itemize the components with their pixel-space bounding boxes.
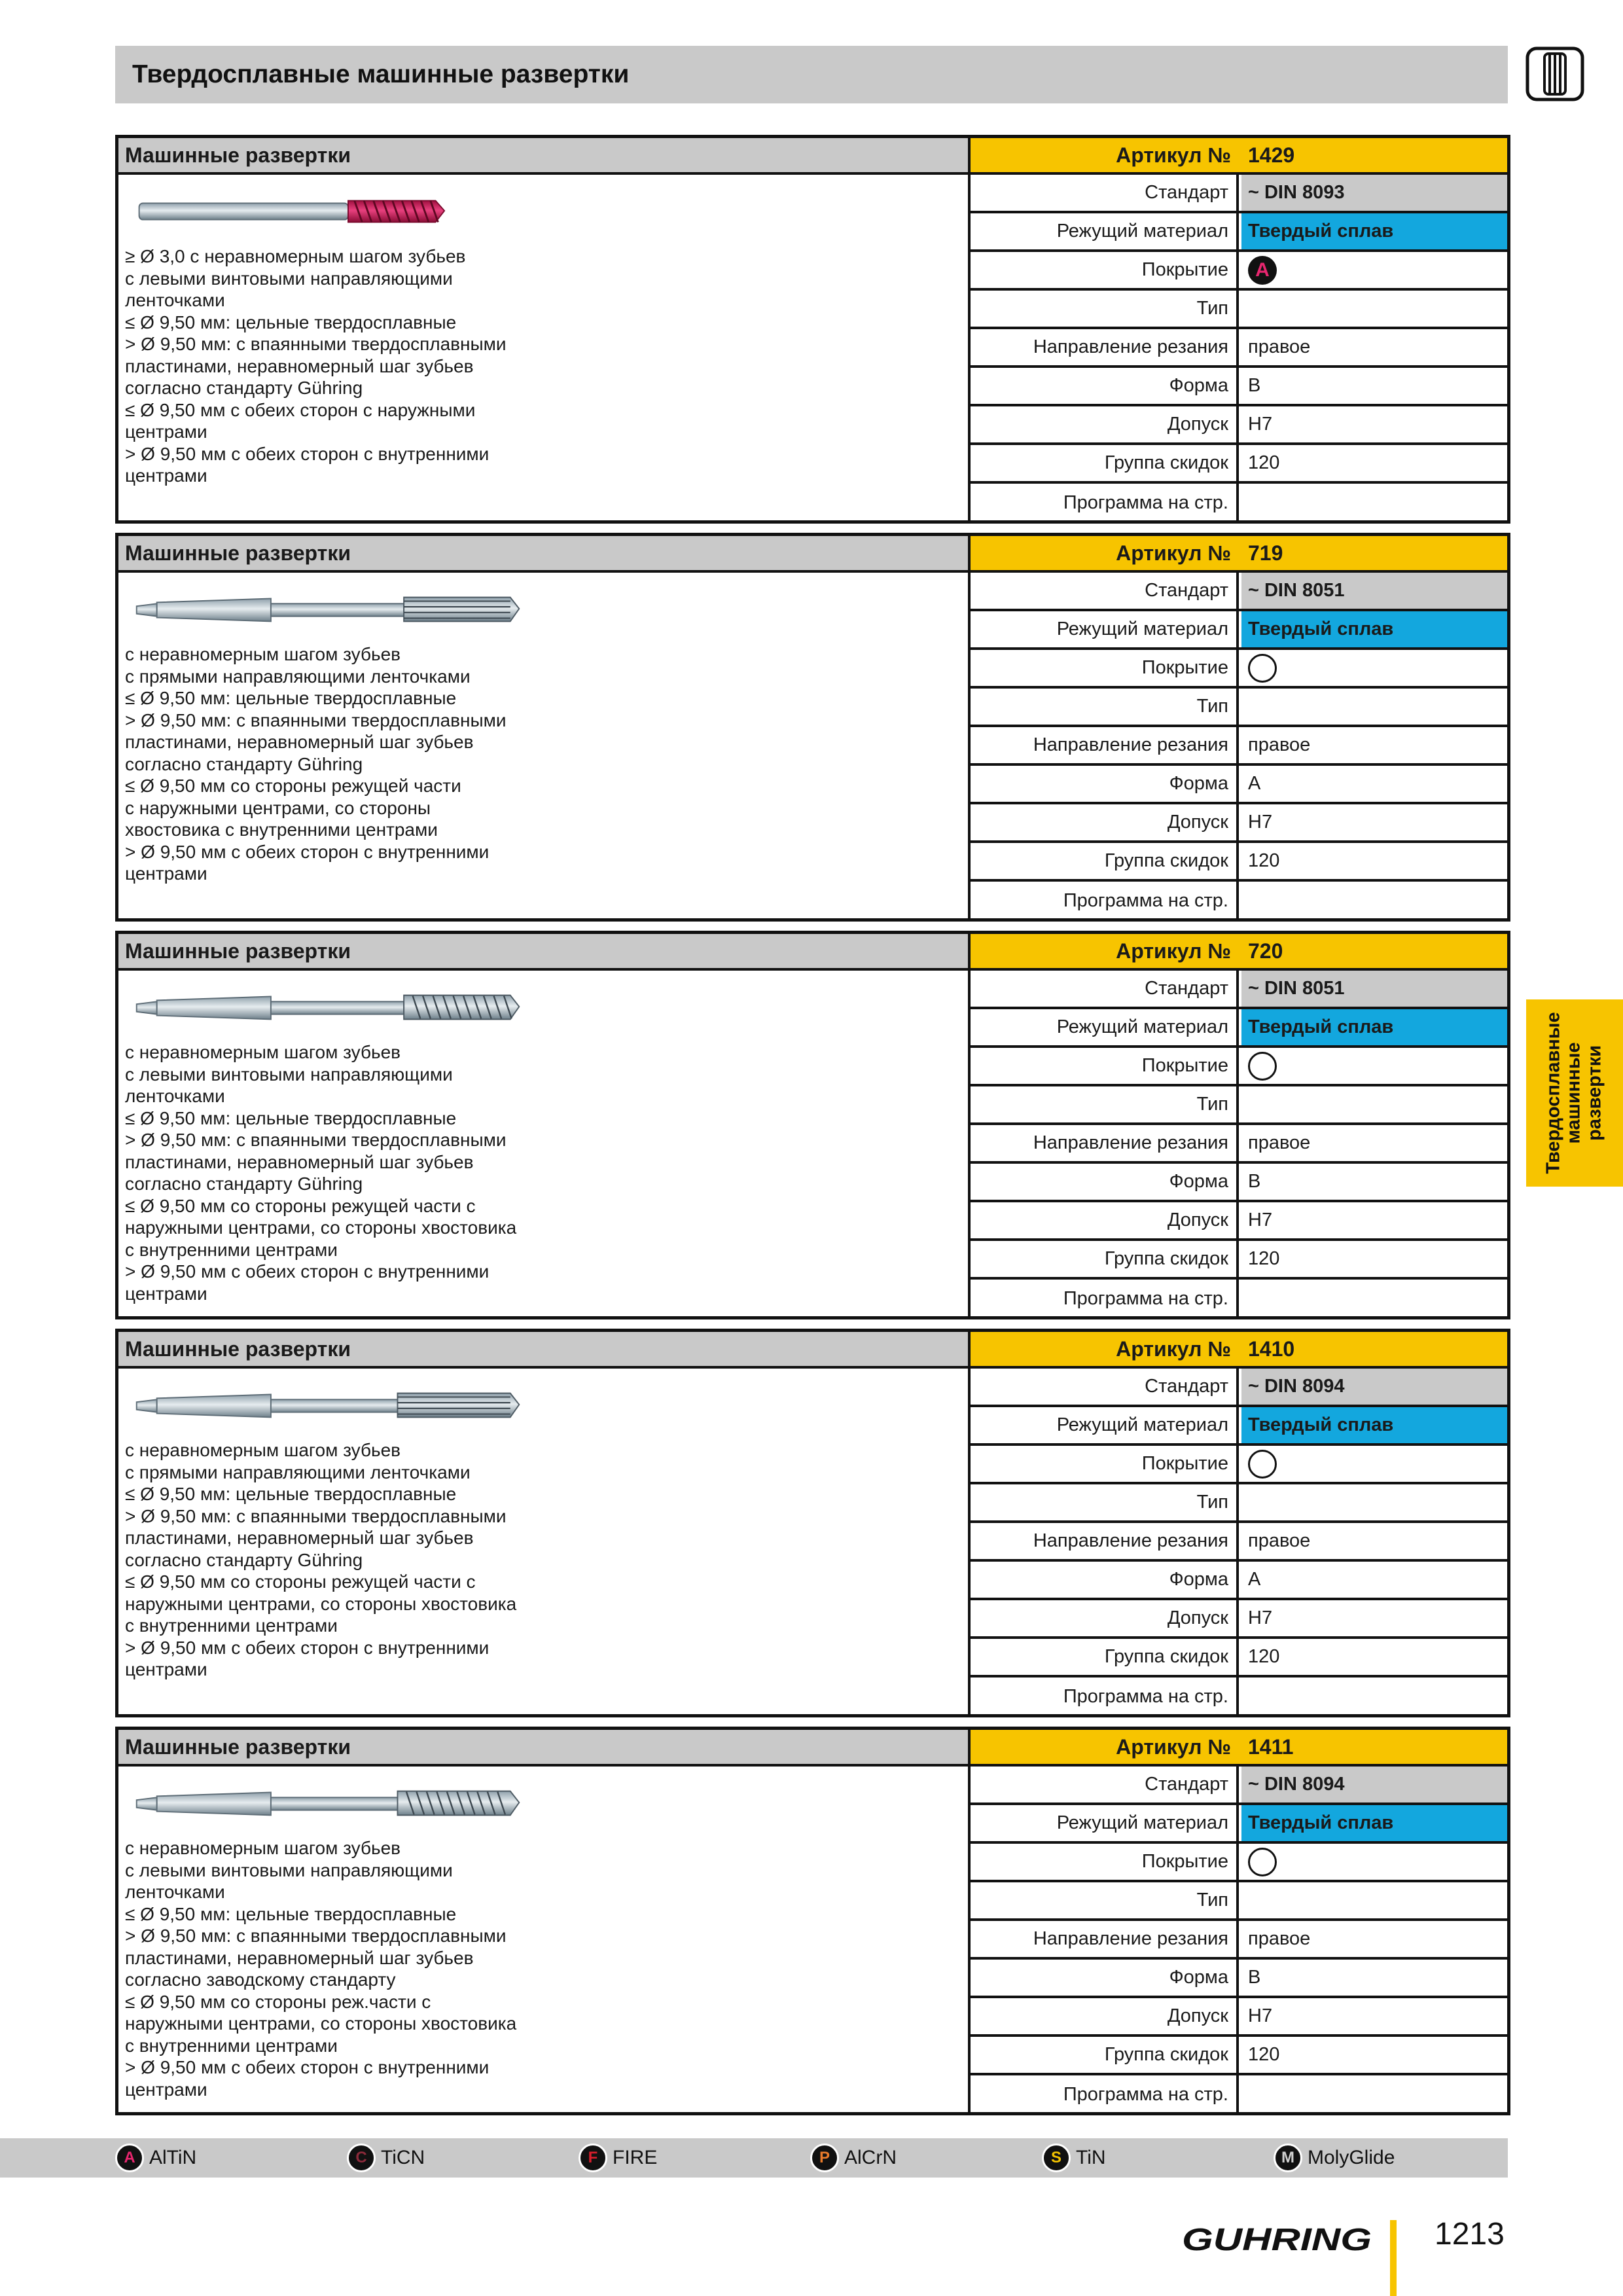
direction-value: правое: [1248, 734, 1311, 755]
type-row: [971, 1882, 1507, 1921]
type-label: Тип: [971, 1882, 1239, 1918]
article-header: [971, 1332, 1507, 1369]
material-value: Твердый сплав: [1248, 1016, 1394, 1037]
direction-row: [971, 1523, 1507, 1562]
program-page-label: Программа на стр.: [971, 1280, 1239, 1318]
product-description: с неравномерным шагом зубьев с прямыми направляющими ленточками ≤ Ø 9,50 мм: цельные твердосплавные > Ø 9,50 мм: с впаянными твердосплавными пластинами, неравномерный шаг зубьев согласно стандарту Gühring ≤ Ø 9,50 мм со стороны режущей части с наружными центрами, со стороны хвостовика с внутренними центрами > Ø 9,50 мм с обеих сторон с внутренними центрами: [125, 644, 507, 884]
discount-group-value: 120: [1248, 452, 1280, 473]
tolerance-value: H7: [1248, 1210, 1273, 1230]
program-page-cell: [1241, 1280, 1507, 1318]
article-label: Артикул №: [1116, 143, 1231, 167]
legend-item-alcrn: [810, 2138, 897, 2178]
type-cell: [1241, 291, 1507, 327]
type-cell: [1241, 689, 1507, 725]
discount-group-row: [971, 1639, 1507, 1677]
coating-legend: [0, 2138, 1508, 2178]
direction-label: Направление резания: [971, 1523, 1239, 1559]
coating-label: Покрытие: [971, 650, 1239, 686]
product-card: [115, 533, 1510, 922]
form-label: Форма: [971, 1960, 1239, 1996]
no-coating-icon: [1248, 1450, 1277, 1479]
coating-letter: A: [1255, 259, 1270, 281]
tolerance-value: H7: [1248, 2005, 1273, 2026]
legend-icon-letter: P: [819, 2149, 830, 2166]
coating-label: Покрытие: [971, 1844, 1239, 1880]
material-label: Режущий материал: [971, 1009, 1239, 1045]
discount-group-cell: [1241, 2037, 1507, 2073]
standard-row: [971, 1767, 1507, 1805]
legend-icon-letter: F: [588, 2149, 598, 2166]
direction-value: правое: [1248, 336, 1311, 357]
legend-label: TiCN: [381, 2147, 425, 2168]
direction-row: [971, 1125, 1507, 1164]
standard-cell: [1241, 175, 1507, 211]
product-description-panel: [118, 1767, 971, 2112]
coating-cell: [1241, 1446, 1507, 1482]
product-card: [115, 1727, 1510, 2115]
card-header: [118, 1332, 971, 1369]
discount-group-row: [971, 843, 1507, 882]
tolerance-cell: [1241, 804, 1507, 840]
no-coating-icon: [1248, 1848, 1277, 1876]
product-card: [115, 931, 1510, 1319]
type-label: Тип: [971, 1484, 1239, 1520]
tolerance-row: [971, 1600, 1507, 1639]
material-label: Режущий материал: [971, 1407, 1239, 1443]
coating-row: [971, 650, 1507, 689]
direction-cell: [1241, 1921, 1507, 1957]
product-description: с неравномерным шагом зубьев с левыми винтовыми направляющими ленточками ≤ Ø 9,50 мм: цельные твердосплавные > Ø 9,50 мм: с впаянными твердосплавными пластинами, неравномерный шаг зубьев согласно стандарту Gühring ≤ Ø 9,50 мм со стороны режущей части с наружными центрами, со стороны хвостовика с внутренними центрами > Ø 9,50 мм с обеих сторон с внутренними центрами: [125, 1042, 517, 1304]
card-header: [118, 536, 971, 573]
article-number: 1411: [1248, 1734, 1294, 1759]
form-row: [971, 1164, 1507, 1202]
article-label: Артикул №: [1116, 939, 1231, 963]
reamer-image: [125, 590, 531, 629]
article-label: Артикул №: [1116, 1336, 1231, 1361]
legend-label: MolyGlide: [1308, 2147, 1395, 2168]
standard-value: ~ DIN 8094: [1248, 1376, 1345, 1397]
direction-row: [971, 1921, 1507, 1960]
form-label: Форма: [971, 766, 1239, 802]
article-number: 1410: [1248, 1336, 1295, 1361]
discount-group-label: Группа скидок: [971, 2037, 1239, 2073]
section-side-tab-label: Твердосплавные машинные развертки: [1543, 1012, 1605, 1174]
standard-label: Стандарт: [971, 1369, 1239, 1405]
program-page-row: [971, 1280, 1507, 1318]
tolerance-cell: [1241, 1600, 1507, 1636]
type-cell: [1241, 1484, 1507, 1520]
material-row: [971, 1407, 1507, 1446]
tolerance-row: [971, 1998, 1507, 2037]
card-header-title: Машинные развертки: [125, 939, 351, 963]
material-value: Твердый сплав: [1248, 1414, 1394, 1435]
coating-label: Покрытие: [971, 252, 1239, 288]
standard-cell: [1241, 1369, 1507, 1405]
tolerance-cell: [1241, 1998, 1507, 2034]
legend-icon-letter: C: [355, 2149, 367, 2166]
molyglide-coating-icon: [1274, 2144, 1302, 2172]
form-row: [971, 368, 1507, 406]
direction-value: правое: [1248, 1132, 1311, 1153]
card-header: [118, 934, 971, 971]
form-cell: [1241, 368, 1507, 404]
legend-label: AlCrN: [844, 2147, 897, 2168]
material-row: [971, 213, 1507, 252]
direction-value: правое: [1248, 1928, 1311, 1949]
guhring-logo-text: GUHRING: [1182, 2223, 1372, 2255]
program-page-cell: [1241, 1677, 1507, 1716]
ticn-coating-icon: [347, 2144, 376, 2172]
program-page-label: Программа на стр.: [971, 882, 1239, 920]
discount-group-cell: [1241, 1639, 1507, 1675]
tolerance-cell: [1241, 406, 1507, 442]
coating-row: [971, 1844, 1507, 1882]
material-label: Режущий материал: [971, 1805, 1239, 1841]
coating-cell: [1241, 1048, 1507, 1084]
reamer-category-icon: [1525, 46, 1585, 102]
legend-label: AlTiN: [149, 2147, 197, 2168]
direction-cell: [1241, 727, 1507, 763]
card-header: [118, 1730, 971, 1767]
material-value: Твердый сплав: [1248, 1812, 1394, 1833]
card-header-title: Машинные развертки: [125, 541, 351, 565]
reamer-image: [125, 1386, 531, 1425]
guhring-logo: [1182, 2223, 1376, 2255]
discount-group-label: Группа скидок: [971, 843, 1239, 879]
standard-cell: [1241, 971, 1507, 1007]
product-description-panel: [118, 971, 971, 1316]
form-label: Форма: [971, 1164, 1239, 1200]
tolerance-label: Допуск: [971, 1998, 1239, 2034]
discount-group-row: [971, 445, 1507, 484]
article-number: 720: [1248, 939, 1283, 963]
material-row: [971, 611, 1507, 650]
standard-row: [971, 175, 1507, 213]
discount-group-cell: [1241, 445, 1507, 481]
material-value: Твердый сплав: [1248, 619, 1394, 639]
page-title-text: Твердосплавные машинные развертки: [132, 60, 630, 88]
type-row: [971, 1484, 1507, 1523]
article-header: [971, 934, 1507, 971]
legend-label: FIRE: [613, 2147, 658, 2168]
product-description: ≥ Ø 3,0 с неравномерным шагом зубьев с левыми винтовыми направляющими ленточками ≤ Ø 9,50 мм: цельные твердосплавные > Ø 9,50 мм: с впаянными твердосплавными пластинами, неравномерный шаг зубьев согласно стандарту Gühring ≤ Ø 9,50 мм с обеих сторон с наружными центрами > Ø 9,50 мм с обеих сторон с внутренними центрами: [125, 246, 507, 486]
article-header: [971, 1730, 1507, 1767]
discount-group-value: 120: [1248, 850, 1280, 871]
legend-item-molyglide: [1274, 2138, 1395, 2178]
standard-cell: [1241, 573, 1507, 609]
legend-item-altin: [115, 2138, 196, 2178]
coating-row: [971, 1048, 1507, 1086]
standard-label: Стандарт: [971, 573, 1239, 609]
tolerance-label: Допуск: [971, 1202, 1239, 1238]
standard-label: Стандарт: [971, 1767, 1239, 1803]
discount-group-value: 120: [1248, 1646, 1280, 1667]
coating-cell: [1241, 252, 1507, 288]
form-row: [971, 766, 1507, 804]
altin-coating-icon: [1248, 256, 1277, 285]
card-header-title: Машинные развертки: [125, 143, 351, 167]
type-cell: [1241, 1086, 1507, 1122]
product-card: [115, 1329, 1510, 1717]
program-page-label: Программа на стр.: [971, 484, 1239, 522]
tolerance-row: [971, 1202, 1507, 1241]
tin-coating-icon: [1042, 2144, 1071, 2172]
discount-group-label: Группа скидок: [971, 445, 1239, 481]
article-number: 1429: [1248, 143, 1295, 167]
form-cell: [1241, 1960, 1507, 1996]
form-cell: [1241, 766, 1507, 802]
form-value: A: [1248, 773, 1261, 794]
product-properties: [971, 1767, 1507, 2112]
section-side-tab[interactable]: [1526, 999, 1623, 1187]
form-value: B: [1248, 1967, 1261, 1988]
tolerance-value: H7: [1248, 1607, 1273, 1628]
form-row: [971, 1960, 1507, 1998]
material-row: [971, 1805, 1507, 1844]
form-label: Форма: [971, 368, 1239, 404]
discount-group-value: 120: [1248, 1248, 1280, 1269]
card-header-title: Машинные развертки: [125, 1734, 351, 1759]
reamer-image: [125, 1784, 531, 1823]
reamer-image: [125, 988, 531, 1027]
product-description-panel: [118, 175, 971, 520]
standard-value: ~ DIN 8093: [1248, 182, 1345, 203]
product-description-panel: [118, 573, 971, 918]
legend-label: TiN: [1076, 2147, 1106, 2168]
program-page-row: [971, 882, 1507, 920]
coating-row: [971, 1446, 1507, 1484]
material-cell: [1241, 213, 1507, 249]
discount-group-row: [971, 1241, 1507, 1280]
direction-label: Направление резания: [971, 329, 1239, 365]
altin-coating-icon: [115, 2144, 144, 2172]
form-value: B: [1248, 1171, 1261, 1192]
material-value: Твердый сплав: [1248, 221, 1394, 242]
legend-icon-letter: M: [1281, 2149, 1294, 2166]
standard-row: [971, 573, 1507, 611]
fire-coating-icon: [579, 2144, 607, 2172]
card-header-title: Машинные развертки: [125, 1336, 351, 1361]
material-cell: [1241, 611, 1507, 647]
direction-value: правое: [1248, 1530, 1311, 1551]
form-row: [971, 1562, 1507, 1600]
program-page-row: [971, 484, 1507, 522]
type-label: Тип: [971, 1086, 1239, 1122]
program-page-row: [971, 1677, 1507, 1716]
tolerance-label: Допуск: [971, 804, 1239, 840]
standard-cell: [1241, 1767, 1507, 1803]
discount-group-cell: [1241, 843, 1507, 879]
coating-label: Покрытие: [971, 1048, 1239, 1084]
product-properties: [971, 573, 1507, 918]
direction-label: Направление резания: [971, 1921, 1239, 1957]
page-number: 1213: [1435, 2217, 1505, 2251]
standard-value: ~ DIN 8094: [1248, 1774, 1345, 1795]
program-page-cell: [1241, 882, 1507, 920]
discount-group-label: Группа скидок: [971, 1241, 1239, 1277]
tolerance-label: Допуск: [971, 1600, 1239, 1636]
no-coating-icon: [1248, 654, 1277, 683]
type-label: Тип: [971, 689, 1239, 725]
material-cell: [1241, 1009, 1507, 1045]
article-number: 719: [1248, 541, 1283, 565]
direction-label: Направление резания: [971, 1125, 1239, 1161]
direction-label: Направление резания: [971, 727, 1239, 763]
tolerance-value: H7: [1248, 414, 1273, 435]
material-cell: [1241, 1407, 1507, 1443]
tolerance-row: [971, 406, 1507, 445]
standard-label: Стандарт: [971, 175, 1239, 211]
material-cell: [1241, 1805, 1507, 1841]
page-title: [115, 46, 1508, 103]
coating-cell: [1241, 650, 1507, 686]
coating-label: Покрытие: [971, 1446, 1239, 1482]
tolerance-row: [971, 804, 1507, 843]
material-label: Режущий материал: [971, 213, 1239, 249]
article-header: [971, 138, 1507, 175]
product-properties: [971, 175, 1507, 520]
product-card: [115, 135, 1510, 524]
direction-cell: [1241, 1523, 1507, 1559]
product-description-panel: [118, 1369, 971, 1714]
legend-icon-letter: S: [1050, 2149, 1061, 2166]
reamer-image: [125, 192, 531, 231]
type-label: Тип: [971, 291, 1239, 327]
program-page-label: Программа на стр.: [971, 1677, 1239, 1716]
article-label: Артикул №: [1116, 541, 1231, 565]
product-description: с неравномерным шагом зубьев с прямыми направляющими ленточками ≤ Ø 9,50 мм: цельные твердосплавные > Ø 9,50 мм: с впаянными твердосплавными пластинами, неравномерный шаг зубьев согласно стандарту Gühring ≤ Ø 9,50 мм со стороны режущей части с наружными центрами, со стороны хвостовика с внутренними центрами > Ø 9,50 мм с обеих сторон с внутренними центрами: [125, 1440, 517, 1679]
discount-group-label: Группа скидок: [971, 1639, 1239, 1675]
tolerance-cell: [1241, 1202, 1507, 1238]
article-label: Артикул №: [1116, 1734, 1231, 1759]
form-label: Форма: [971, 1562, 1239, 1598]
coating-row: [971, 252, 1507, 291]
standard-label: Стандарт: [971, 971, 1239, 1007]
material-row: [971, 1009, 1507, 1048]
tolerance-label: Допуск: [971, 406, 1239, 442]
direction-row: [971, 329, 1507, 368]
form-value: B: [1248, 375, 1261, 396]
card-header: [118, 138, 971, 175]
material-label: Режущий материал: [971, 611, 1239, 647]
type-row: [971, 1086, 1507, 1125]
discount-group-cell: [1241, 1241, 1507, 1277]
footer-divider: [1390, 2220, 1397, 2296]
program-page-label: Программа на стр.: [971, 2075, 1239, 2114]
standard-row: [971, 971, 1507, 1009]
program-page-cell: [1241, 2075, 1507, 2114]
coating-cell: [1241, 1844, 1507, 1880]
legend-icon-letter: A: [124, 2149, 135, 2166]
legend-item-tin: [1042, 2138, 1106, 2178]
standard-value: ~ DIN 8051: [1248, 978, 1345, 999]
program-page-cell: [1241, 484, 1507, 522]
program-page-row: [971, 2075, 1507, 2114]
product-properties: [971, 1369, 1507, 1714]
type-row: [971, 291, 1507, 329]
product-description: с неравномерным шагом зубьев с левыми винтовыми направляющими ленточками ≤ Ø 9,50 мм: цельные твердосплавные > Ø 9,50 мм: с впаянными твердосплавными пластинами, неравномерный шаг зубьев согласно заводскому стандарту ≤ Ø 9,50 мм со стороны реж.части с наружными центрами, со стороны хвостовика с внутренними центрами > Ø 9,50 мм с обеих сторон с внутренними центрами: [125, 1838, 517, 2100]
article-header: [971, 536, 1507, 573]
product-properties: [971, 971, 1507, 1316]
alcrn-coating-icon: [810, 2144, 839, 2172]
form-cell: [1241, 1562, 1507, 1598]
direction-row: [971, 727, 1507, 766]
discount-group-value: 120: [1248, 2044, 1280, 2065]
tolerance-value: H7: [1248, 812, 1273, 833]
no-coating-icon: [1248, 1052, 1277, 1081]
type-cell: [1241, 1882, 1507, 1918]
standard-row: [971, 1369, 1507, 1407]
legend-item-ticn: [347, 2138, 425, 2178]
direction-cell: [1241, 329, 1507, 365]
standard-value: ~ DIN 8051: [1248, 580, 1345, 601]
form-cell: [1241, 1164, 1507, 1200]
legend-item-fire: [579, 2138, 657, 2178]
discount-group-row: [971, 2037, 1507, 2075]
form-value: A: [1248, 1569, 1261, 1590]
direction-cell: [1241, 1125, 1507, 1161]
type-row: [971, 689, 1507, 727]
